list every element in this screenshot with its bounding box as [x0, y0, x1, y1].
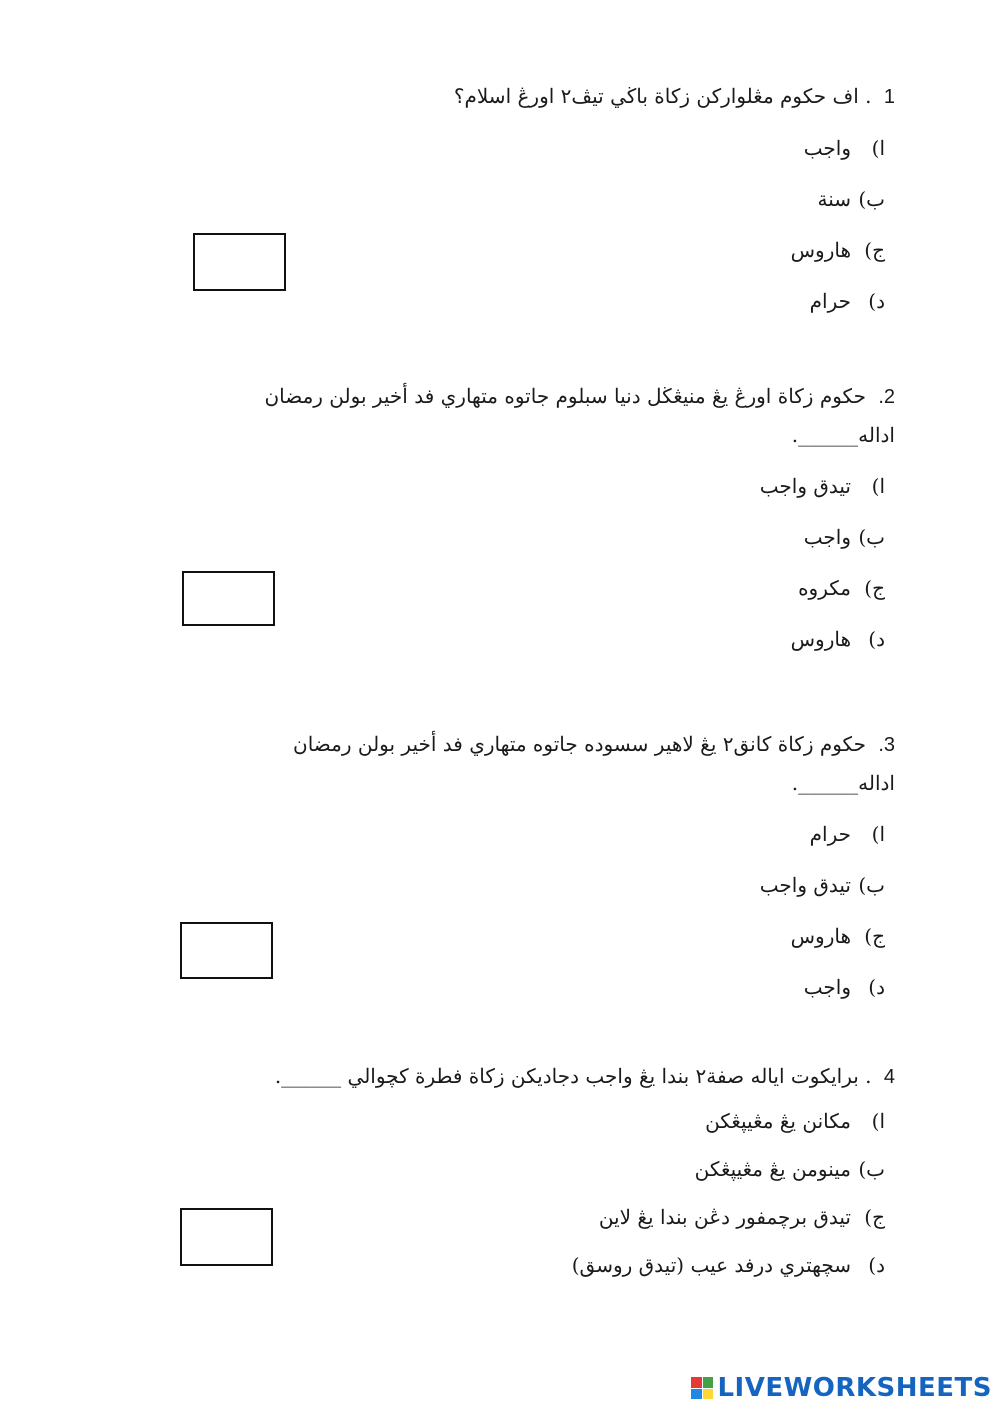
question-3: [293, 728, 895, 1013]
option-text: حرام: [809, 289, 851, 313]
option-letter: ب): [858, 1157, 885, 1181]
option: [454, 174, 885, 225]
answer-box-2[interactable]: [182, 571, 275, 626]
option: [264, 614, 885, 665]
question-2-text: [264, 380, 895, 451]
question-1-options: [454, 123, 895, 327]
question-4: [275, 1060, 895, 1289]
question-2-continuation: اداله______.: [791, 423, 895, 447]
option-text: سچهتري درفد عيب (تيدق روسق): [571, 1253, 851, 1277]
option-letter: د): [868, 627, 885, 651]
option-letter: د): [868, 289, 885, 313]
option-letter: ب): [858, 873, 885, 897]
option-letter: ج): [864, 576, 885, 600]
option-text: واجب: [803, 975, 851, 999]
option: [454, 225, 885, 276]
option-letter: ب): [858, 187, 885, 211]
option-text: تيدق واجب: [759, 474, 851, 498]
question-1-number: 1: [883, 86, 895, 108]
liveworksheets-footer: [691, 1373, 992, 1403]
option: [264, 563, 885, 614]
option-text: هاروس: [790, 238, 851, 262]
option-text: مكروه: [798, 576, 851, 600]
option: [293, 962, 885, 1013]
option-letter: ج): [864, 924, 885, 948]
option-letter: د): [868, 1253, 885, 1277]
answer-box-1[interactable]: [193, 233, 286, 291]
option-text: واجب: [803, 136, 851, 160]
option: [275, 1145, 885, 1193]
question-2-options: [264, 461, 895, 665]
option-text: تيدق برچمفور دڠن بندا يڠ لاين: [598, 1205, 851, 1229]
answer-box-4[interactable]: [180, 1208, 273, 1266]
option: [264, 512, 885, 563]
question-3-text: [293, 728, 895, 799]
option-text: حرام: [809, 822, 851, 846]
option-letter: د): [868, 975, 885, 999]
option-text: هاروس: [790, 924, 851, 948]
question-2-number: 2.: [878, 386, 895, 408]
option: [293, 860, 885, 911]
option: [293, 809, 885, 860]
option: [275, 1241, 885, 1289]
option: [275, 1097, 885, 1145]
option-text: تيدق واجب: [759, 873, 851, 897]
option-text: مينومن يڠ مڠيڽڠكن: [694, 1157, 851, 1181]
question-4-stem: برايكوت اياله صفة٢ بندا يڠ واجب دجاديكن زكاة فطرة كچوالي ______.: [274, 1064, 859, 1088]
question-3-number: 3.: [878, 734, 895, 756]
liveworksheets-brand: LIVEWORKSHEETS: [717, 1373, 992, 1403]
option-text: واجب: [803, 525, 851, 549]
question-1-text: 1 . اف حكوم مڠلواركن زكاة باڬي تيڤ٢ اورڠ اسلام؟: [453, 84, 895, 108]
option-letter: ا): [871, 136, 885, 160]
option-letter: ا): [871, 822, 885, 846]
option-letter: ا): [871, 1109, 885, 1133]
option: [454, 123, 885, 174]
question-4-number: 4: [883, 1066, 895, 1088]
question-1: [454, 80, 895, 327]
question-4-text: 4 . برايكوت اياله صفة٢ بندا يڠ واجب دجاديكن زكاة فطرة كچوالي ______.: [274, 1064, 895, 1088]
option-text: مكانن يڠ مڠيڽڠكن: [705, 1109, 851, 1133]
question-4-options: [275, 1097, 895, 1289]
option-text: سنة: [817, 187, 851, 211]
option: [275, 1193, 885, 1241]
question-3-continuation: اداله______.: [791, 771, 895, 795]
option-letter: ا): [871, 474, 885, 498]
option: [293, 911, 885, 962]
option-letter: ب): [858, 525, 885, 549]
question-3-options: [293, 809, 895, 1013]
question-3-stem: حكوم زكاة كانق٢ يڠ لاهير سسوده جاتوه متهاري فد أخير بولن رمضان: [293, 732, 866, 756]
option-letter: ج): [864, 1205, 885, 1229]
question-2-stem: حكوم زكاة اورڠ يڠ منيڠڬل دنيا سبلوم جاتوه متهاري فد أخير بولن رمضان: [264, 384, 866, 408]
question-2: [264, 380, 895, 665]
option-letter: ج): [864, 238, 885, 262]
option: [264, 461, 885, 512]
option: [454, 276, 885, 327]
answer-box-3[interactable]: [180, 922, 273, 979]
question-1-stem: اف حكوم مڠلواركن زكاة باڬي تيڤ٢ اورڠ اسلام؟: [453, 84, 859, 108]
option-text: هاروس: [790, 627, 851, 651]
liveworksheets-logo-icon: [691, 1377, 713, 1399]
